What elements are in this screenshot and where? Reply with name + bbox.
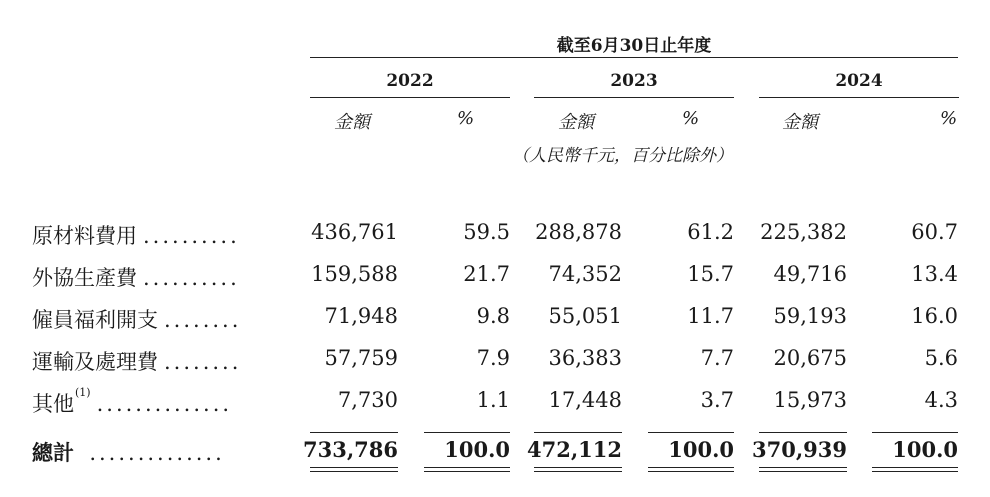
row-label: [32, 220, 240, 250]
col-percent-2024: %: [940, 108, 958, 129]
total-cell: 472,112: [527, 437, 622, 462]
leader-dots: ........: [164, 308, 242, 332]
table-cell: 15,973: [773, 388, 847, 412]
row-label-text: 運輸及處理費: [32, 350, 158, 374]
total-dbl-rule-2024a-1: [759, 467, 847, 468]
table-cell: 60.7: [911, 220, 958, 244]
table-cell: 17,448: [548, 388, 622, 412]
table-cell: 16.0: [911, 304, 958, 328]
table-cell: 9.8: [476, 304, 510, 328]
total-dbl-rule-2024b-2: [872, 471, 958, 472]
table-cell: 49,716: [773, 262, 847, 286]
table-cell: 7.7: [700, 346, 734, 370]
table-cell: 61.2: [687, 220, 734, 244]
row-label-text: 僱員福利開支: [32, 308, 158, 332]
table-cell: 57,759: [324, 346, 398, 370]
table-cell: 71,948: [324, 304, 398, 328]
total-top-rule-2023b: [648, 432, 734, 433]
row-label: [32, 388, 232, 418]
col-percent-2023: %: [682, 108, 700, 129]
period-rule: [310, 57, 958, 58]
total-dbl-rule-2022b-2: [424, 471, 510, 472]
row-label-text: 其他: [32, 392, 74, 416]
total-dbl-rule-2024b-1: [872, 467, 958, 468]
table-cell: 15.7: [687, 262, 734, 286]
total-dbl-rule-2023b-2: [648, 471, 734, 472]
row-label: [32, 346, 241, 376]
table-cell: 159,588: [311, 262, 398, 286]
year-rule-2023: [534, 97, 734, 98]
total-dbl-rule-2022b-1: [424, 467, 510, 468]
year-2024: 2024: [835, 71, 883, 91]
total-cell: 733,786: [303, 437, 398, 462]
total-leader-dots: ..............: [89, 441, 225, 465]
total-label-text: 總計: [32, 440, 74, 465]
table-cell: 36,383: [548, 346, 622, 370]
table-cell: 20,675: [773, 346, 847, 370]
leader-dots: ..............: [96, 392, 233, 416]
row-label: [32, 304, 241, 334]
row-label-text: 外協生產費: [32, 266, 137, 290]
year-2022: 2022: [386, 71, 434, 91]
total-dbl-rule-2023a-2: [534, 471, 622, 472]
table-cell: 1.1: [476, 388, 510, 412]
total-cell: 100.0: [668, 437, 734, 462]
total-cell: 100.0: [444, 437, 510, 462]
leader-dots: ........: [164, 350, 242, 374]
table-cell: 4.3: [924, 388, 958, 412]
table-cell: 13.4: [911, 262, 958, 286]
year-2023: 2023: [610, 71, 658, 91]
total-cell: 100.0: [892, 437, 958, 462]
table-cell: 225,382: [760, 220, 847, 244]
total-dbl-rule-2024a-2: [759, 471, 847, 472]
period-title: 截至6月30日止年度: [556, 36, 712, 56]
row-label-text: 原材料費用: [32, 224, 137, 248]
total-dbl-rule-2022a-2: [310, 471, 398, 472]
table-cell: 7.9: [476, 346, 510, 370]
year-rule-2024: [759, 97, 959, 98]
table-cell: 11.7: [687, 304, 734, 328]
leader-dots: ..........: [143, 266, 240, 290]
total-top-rule-2024a: [759, 432, 847, 433]
table-cell: 3.7: [700, 388, 734, 412]
table-cell: 59,193: [773, 304, 847, 328]
table-cell: 7,730: [337, 388, 398, 412]
table-cell: 5.6: [924, 346, 958, 370]
table-cell: 21.7: [463, 262, 510, 286]
table-cell: 59.5: [463, 220, 510, 244]
total-dbl-rule-2023b-1: [648, 467, 734, 468]
year-rule-2022: [310, 97, 510, 98]
table-cell: 436,761: [311, 220, 398, 244]
col-amount-2022: 金額: [334, 112, 370, 133]
row-label: [32, 262, 240, 292]
total-cell: 370,939: [752, 437, 847, 462]
table-cell: 74,352: [548, 262, 622, 286]
unit-note: （人民幣千元，百分比除外）: [512, 146, 733, 166]
footnote-marker: (1): [75, 386, 91, 399]
total-top-rule-2024b: [872, 432, 958, 433]
col-percent-2022: %: [457, 108, 475, 129]
total-label: [32, 437, 225, 467]
total-top-rule-2022a: [310, 432, 398, 433]
total-top-rule-2023a: [534, 432, 622, 433]
col-amount-2024: 金額: [782, 112, 818, 133]
col-amount-2023: 金額: [558, 112, 594, 133]
leader-dots: ..........: [143, 224, 240, 248]
total-top-rule-2022b: [424, 432, 510, 433]
table-cell: 55,051: [548, 304, 622, 328]
total-dbl-rule-2023a-1: [534, 467, 622, 468]
total-dbl-rule-2022a-1: [310, 467, 398, 468]
table-cell: 288,878: [535, 220, 622, 244]
